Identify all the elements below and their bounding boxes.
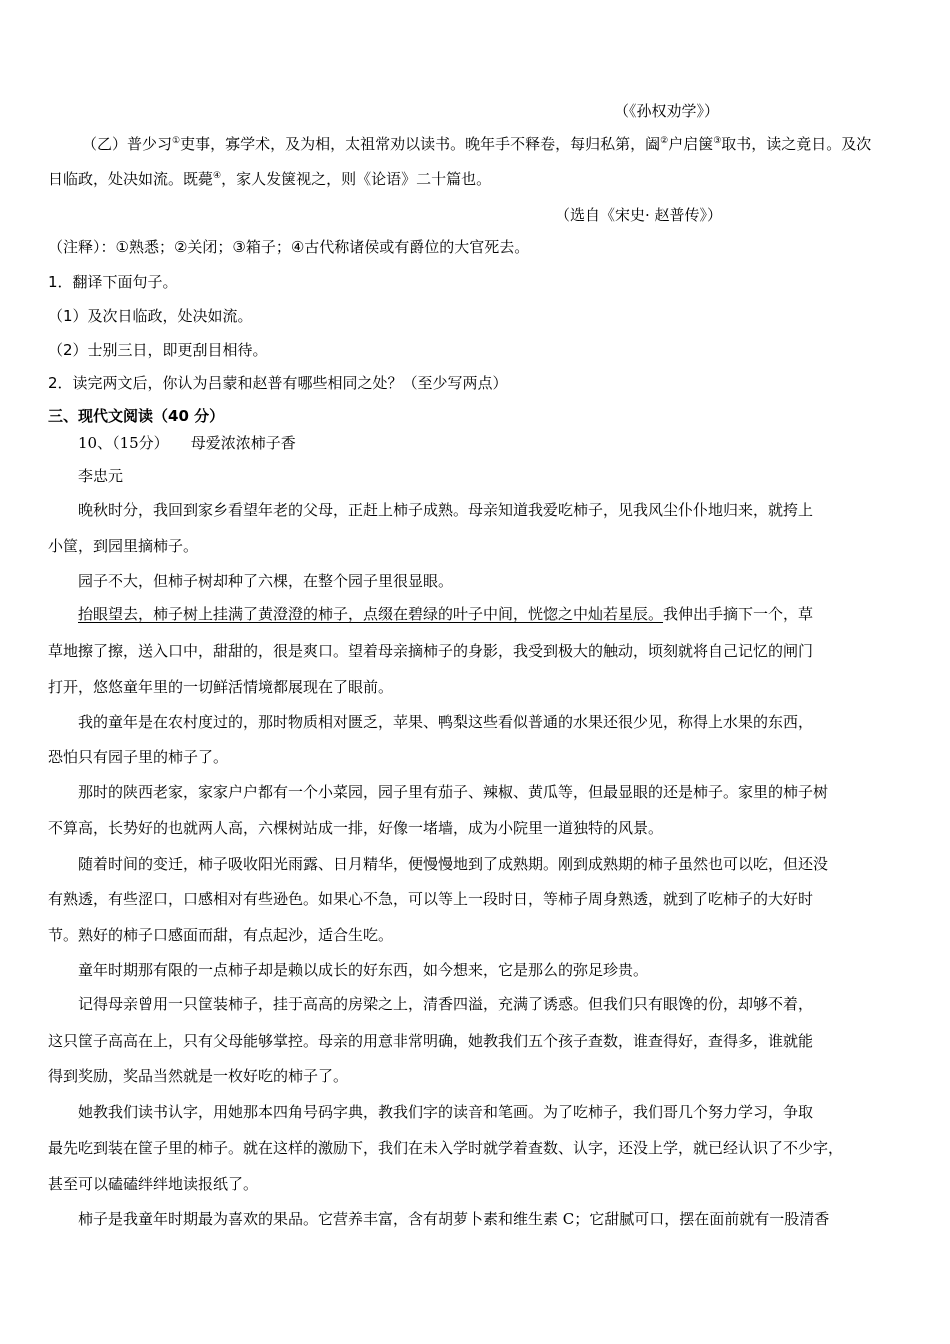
annotation-notes: （注释）：①熟悉；②关闭；③箱子；④古代称诸侯或有爵位的大官死去。: [48, 238, 530, 256]
note-marker: ④: [213, 171, 222, 181]
passage-b-text: ，家人发箧视之，则《论语》二十篇也。: [221, 170, 492, 188]
paragraph-line: 晚秋时分，我回到家乡看望年老的父母，正赶上柿子成熟。母亲知道我爱吃柿子，见我风尘仆仆地归来，就挎上: [78, 501, 814, 519]
paragraph-line: 最先吃到装在筐子里的柿子。就在这样的激励下，我们在未入学时就学着查数、认字，还没上学，就已经认识了不少字，: [48, 1139, 844, 1157]
source-song-shi: （选自《宋史· 赵普传》）: [555, 206, 723, 224]
paragraph-line: 她教我们读书认字，用她那本四角号码字典，教我们字的读音和笔画。为了吃柿子，我们哥几个努力学习，争取: [78, 1103, 814, 1121]
question-10-number: 10、（15分）: [78, 434, 169, 452]
passage-b-text: 取书，读之竟日。及次: [721, 135, 872, 153]
passage-b-text: 户启箧: [668, 135, 714, 153]
paragraph-line: 草地擦了擦，送入口中，甜甜的，很是爽口。望着母亲摘柿子的身影，我受到极大的触动，顷刻就将自己记忆的闸门: [48, 642, 814, 660]
paragraph-line: 记得母亲曾用一只筐装柿子，挂于高高的房梁之上，清香四溢，充满了诱惑。但我们只有眼馋的份，却够不着，: [78, 995, 814, 1013]
paragraph-line: 打开，悠悠童年里的一切鲜活情境都展现在了眼前。: [48, 678, 394, 696]
question-1-2: （2）士别三日，即更刮目相待。: [48, 341, 268, 359]
passage-b-text: 日临政，处决如流。既薨: [48, 170, 214, 188]
paragraph-line: 我的童年是在农村度过的，那时物质相对匮乏，苹果、鸭梨这些看似普通的水果还很少见，称得上水果的东西，: [78, 713, 814, 731]
paragraph-line: 小筐，到园里摘柿子。: [48, 537, 199, 555]
paragraph-line: [78, 603, 813, 625]
paragraph-line: 童年时期那有限的一点柿子却是赖以成长的好东西，如今想来，它是那么的弥足珍贵。: [78, 961, 649, 979]
source-sun-quan: （《孙权劝学》）: [614, 102, 720, 120]
question-1: 1．翻译下面句子。: [48, 273, 178, 291]
paragraph-line: 这只筐子高高在上，只有父母能够掌控。母亲的用意非常明确，她教我们五个孩子查数，谁查得好，查得多，谁就能: [48, 1032, 814, 1050]
section-heading-modern-reading: 三、现代文阅读（40 分）: [48, 407, 225, 425]
passage-b-text: 吏事，寡学术，及为相，太祖常劝以读书。晚年手不释卷，每归私第，阖: [180, 135, 661, 153]
paragraph-line: 园子不大，但柿子树却种了六棵，在整个园子里很显眼。: [78, 572, 454, 590]
passage-b-line-1: [82, 133, 871, 155]
paragraph-line: 柿子是我童年时期最为喜欢的果品。它营养丰富，含有胡萝卜素和维生素 C；它甜腻可口，摆在面前就有一股清香: [78, 1210, 830, 1228]
article-title: 母爱浓浓柿子香: [190, 434, 296, 452]
paragraph-line: 随着时间的变迁，柿子吸收阳光雨露、日月精华，便慢慢地到了成熟期。刚到成熟期的柿子虽然也可以吃，但还没: [78, 855, 829, 873]
paragraph-line: 甚至可以磕磕绊绊地读报纸了。: [48, 1175, 259, 1193]
paragraph-line: 不算高，长势好的也就两人高，六棵树站成一排，好像一堵墙，成为小院里一道独特的风景。: [48, 819, 664, 837]
question-2: 2．读完两文后，你认为吕蒙和赵普有哪些相同之处？（至少写两点）: [48, 374, 508, 392]
note-marker: ①: [172, 136, 181, 146]
paragraph-line: 恐怕只有园子里的柿子了。: [48, 748, 229, 766]
passage-b-line-2: [48, 168, 491, 190]
note-marker: ③: [713, 136, 722, 146]
paragraph-line: 那时的陕西老家，家家户户都有一个小菜园，园子里有茄子、辣椒、黄瓜等，但最显眼的还是柿子。家里的柿子树: [78, 783, 829, 801]
passage-b-text: （乙）普少习: [82, 135, 173, 153]
paragraph-line: 节。熟好的柿子口感面而甜，有点起沙，适合生吃。: [48, 926, 394, 944]
question-10-header: [78, 432, 296, 454]
paragraph-line: 得到奖励，奖品当然就是一枚好吃的柿子了。: [48, 1067, 349, 1085]
paragraph-line: 有熟透，有些涩口，口感相对有些逊色。如果心不急，可以等上一段时日，等柿子周身熟透，就到了吃柿子的大好时: [48, 890, 814, 908]
underlined-sentence: 抬眼望去，柿子树上挂满了黄澄澄的柿子，点缀在碧绿的叶子中间，恍惚之中灿若星辰。: [78, 605, 664, 623]
note-marker: ②: [660, 136, 669, 146]
question-1-1: （1）及次日临政，处决如流。: [48, 307, 253, 325]
article-author: 李忠元: [78, 467, 124, 485]
paragraph-text: 我伸出手摘下一个，草: [663, 605, 814, 623]
